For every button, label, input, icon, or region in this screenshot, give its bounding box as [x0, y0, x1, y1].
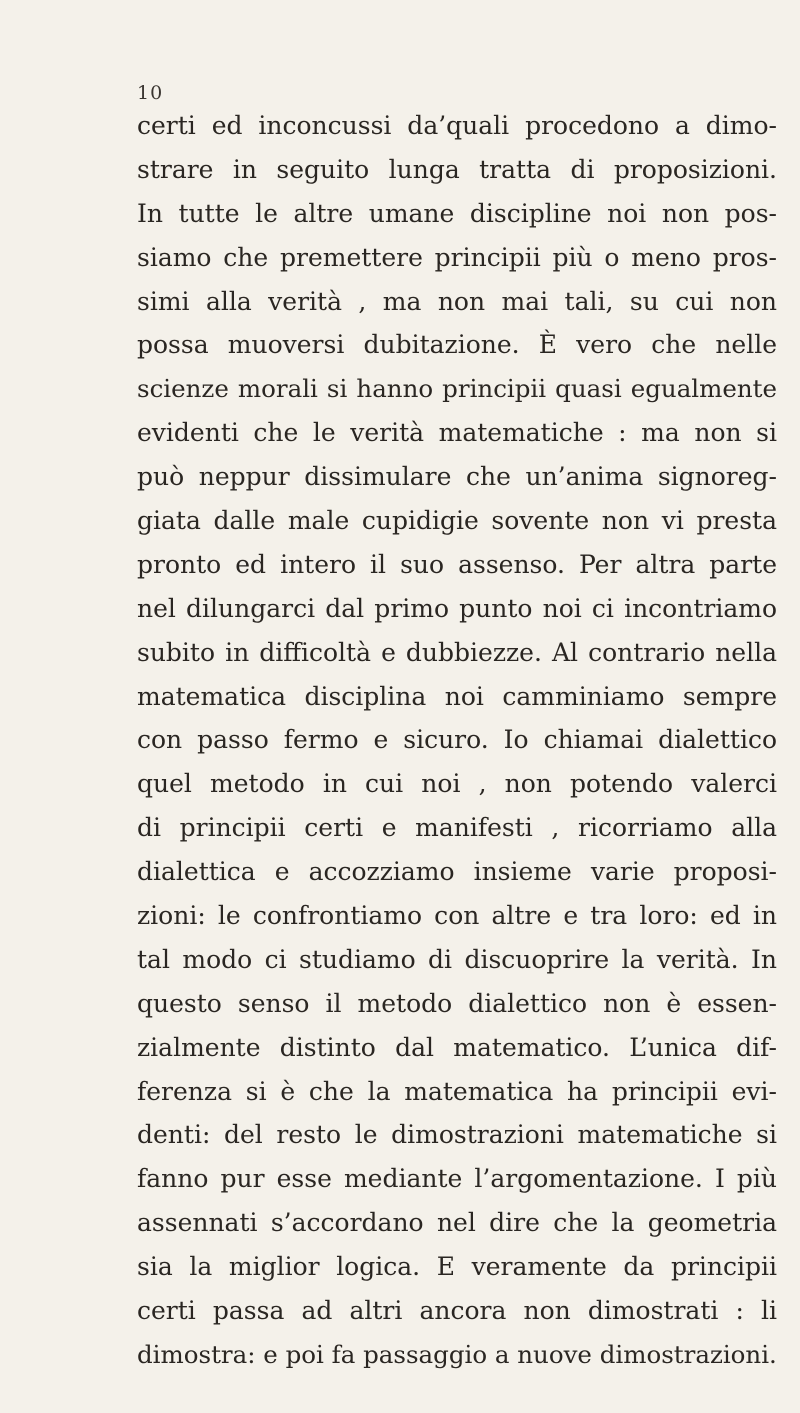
- text-line: dialettica e accozziamo insieme varie proposi-: [137, 857, 777, 887]
- text-line: quel metodo in cui noi , non potendo valerci: [137, 769, 777, 799]
- text-line: dimostra: e poi fa passaggio a nuove dimostrazioni.: [137, 1339, 777, 1369]
- text-line: tal modo ci studiamo di discuoprire la verità. In: [137, 944, 777, 974]
- text-line: assennati s’accordano nel dire che la geometria: [137, 1208, 777, 1238]
- text-line: In tutte le altre umane discipline noi non pos-: [137, 198, 777, 228]
- text-line: denti: del resto le dimostrazioni matematiche si: [137, 1120, 777, 1150]
- text-line: questo senso il metodo dialettico non è essen-: [137, 988, 777, 1018]
- text-line: zioni: le confrontiamo con altre e tra loro: ed in: [137, 901, 777, 931]
- text-line: simi alla verità , ma non mai tali, su cui non: [137, 286, 777, 316]
- text-line: certi ed inconcussi da’quali procedono a dimo-: [137, 111, 777, 140]
- text-line: fanno pur esse mediante l’argomentazione. I più: [137, 1164, 777, 1194]
- text-line: nel dilungarci dal primo punto noi ci incontriamo: [137, 593, 777, 623]
- text-line: di principii certi e manifesti , ricorriamo alla: [137, 813, 777, 843]
- text-line: subito in difficoltà e dubbiezze. Al contrario nella: [137, 637, 777, 667]
- text-line: possa muoversi dubitazione. È vero che nelle: [137, 330, 777, 360]
- text-line: matematica disciplina noi camminiamo sempre: [137, 681, 777, 711]
- text-line: strare in seguito lunga tratta di proposizioni.: [137, 154, 777, 184]
- text-line: siamo che premettere principii più o meno pros-: [137, 242, 777, 272]
- text-line: scienze morali si hanno principii quasi egualmente: [137, 374, 777, 404]
- text-line: con passo fermo e sicuro. Io chiamai dialettico: [137, 725, 777, 755]
- text-line: certi passa ad altri ancora non dimostrati : li: [137, 1296, 777, 1326]
- text-line: giata dalle male cupidigie sovente non vi presta: [137, 506, 777, 536]
- text-line: evidenti che le verità matematiche : ma non si: [137, 418, 777, 448]
- text-line: può neppur dissimulare che un’anima signoreg-: [137, 462, 777, 492]
- page-number: 10: [137, 82, 164, 104]
- text-line: sia la miglior logica. E veramente da principii: [137, 1252, 777, 1282]
- text-line: ferenza si è che la matematica ha principii evi-: [137, 1076, 777, 1106]
- text-line: zialmente distinto dal matematico. L’unica dif-: [137, 1032, 777, 1062]
- text-line: pronto ed intero il suo assenso. Per altra parte: [137, 549, 777, 579]
- body-text: [137, 104, 777, 1377]
